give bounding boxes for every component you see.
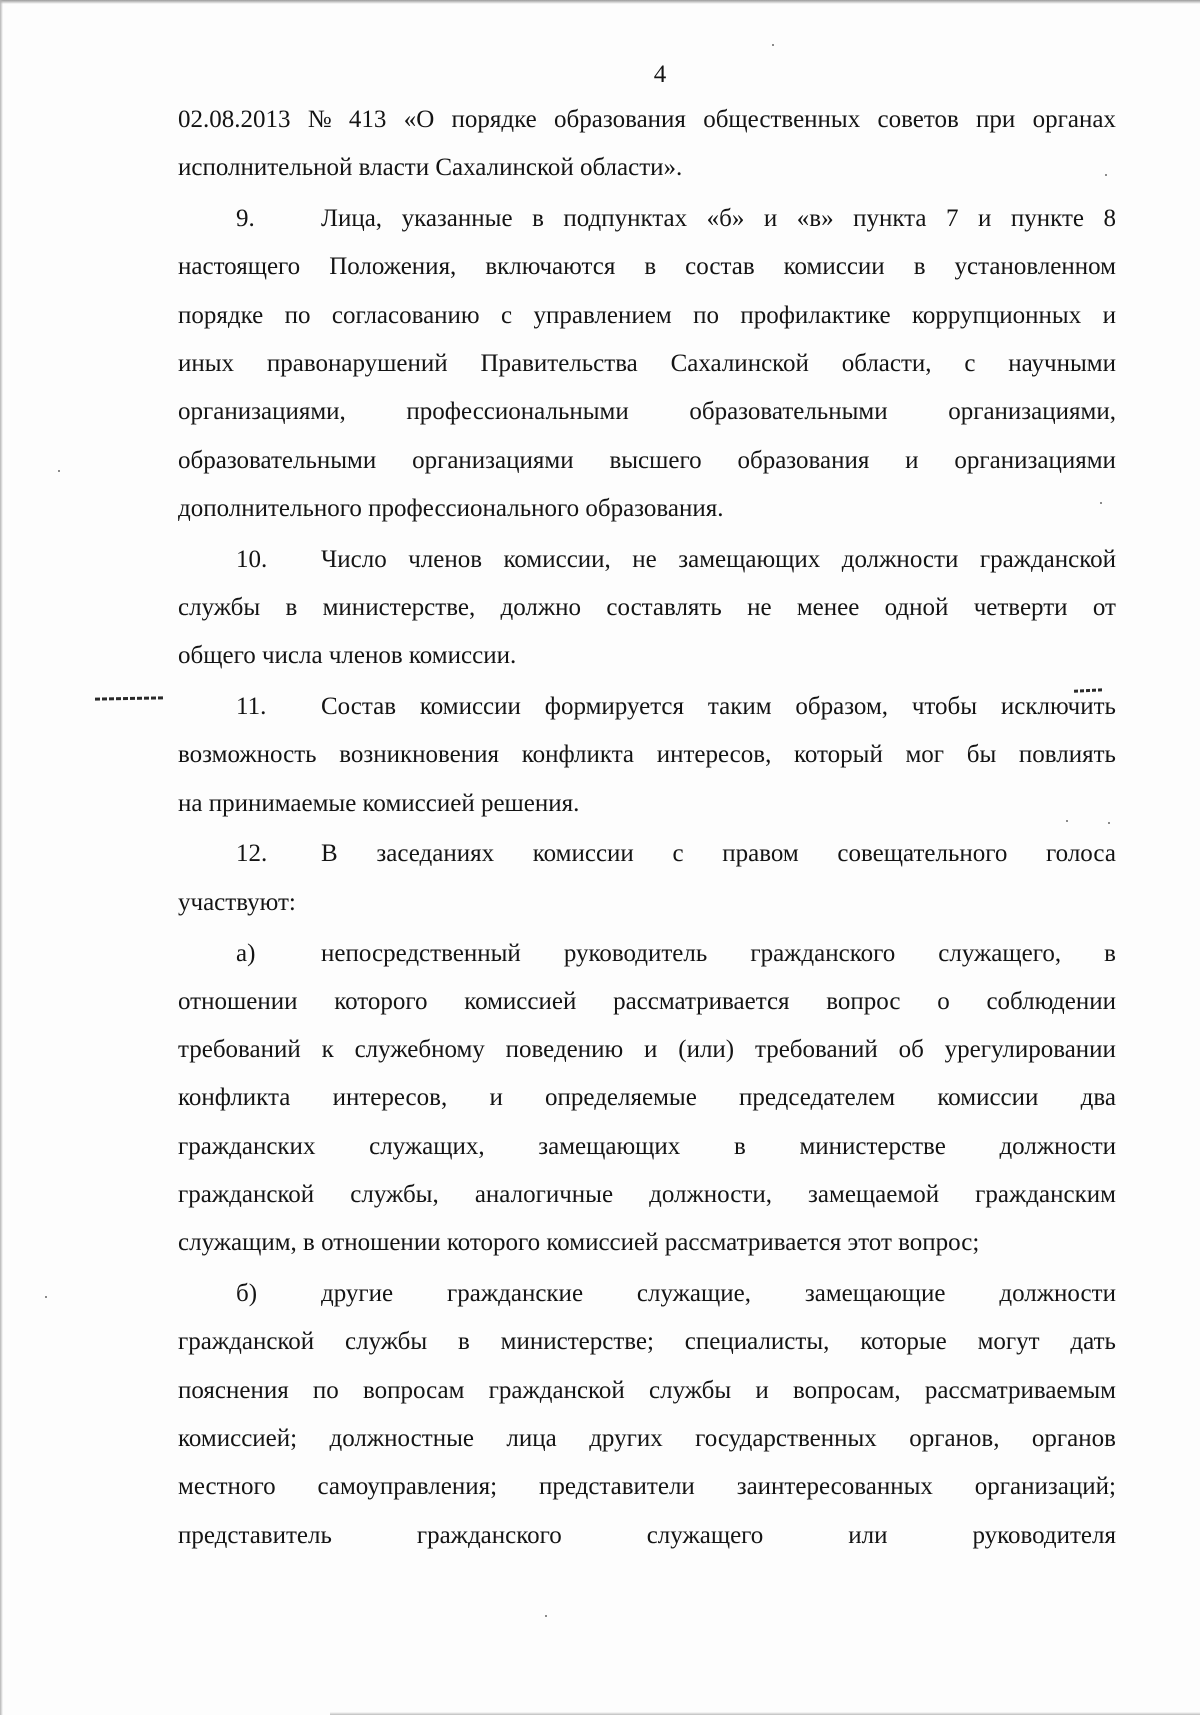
word: с: [672, 840, 684, 868]
word: министерстве: [799, 1132, 946, 1160]
word: по: [284, 301, 311, 329]
word: профилактике: [740, 301, 891, 329]
word: представитель: [178, 1521, 332, 1549]
word: профессиональными: [406, 398, 629, 426]
word: министерстве,: [322, 593, 476, 621]
word: советов: [877, 106, 959, 133]
word: в: [532, 205, 544, 233]
word: службы,: [350, 1181, 439, 1209]
word: коррупционных: [911, 301, 1082, 329]
word: вопросам,: [792, 1376, 901, 1404]
text-line: [178, 1123, 1116, 1171]
word: специалисты,: [684, 1328, 830, 1356]
word: о: [937, 987, 950, 1015]
word: высшего: [609, 446, 702, 474]
word: возможность: [178, 741, 317, 769]
word: по: [693, 301, 719, 329]
paragraph-first-line: [178, 536, 1116, 584]
word: не: [747, 593, 772, 621]
word: гражданской: [178, 1328, 315, 1356]
word: порядке: [178, 301, 264, 329]
text-line: [178, 144, 1116, 192]
word: «О: [403, 106, 435, 133]
paragraph-number: 10.: [236, 545, 268, 573]
paragraph-lead: [236, 930, 521, 978]
paragraph-lead: [236, 830, 338, 878]
word: Состав: [321, 693, 397, 721]
scan-left-edge: [0, 0, 3, 1715]
word: бы: [966, 741, 997, 769]
word: аналогичные: [474, 1181, 614, 1209]
paragraph-lead: [236, 195, 382, 243]
word: научными: [1008, 349, 1116, 377]
word: гражданских: [178, 1132, 316, 1160]
word: в: [458, 1328, 470, 1356]
word: могут: [977, 1328, 1040, 1356]
word: урегулировании: [944, 1036, 1116, 1064]
word: заседаниях: [376, 840, 495, 868]
word: об: [898, 1036, 924, 1064]
text-line: [178, 1318, 1116, 1366]
word: заинтересованных: [736, 1473, 933, 1501]
word: к: [321, 1036, 334, 1064]
word: указанные: [401, 205, 513, 233]
word: замещающих: [538, 1132, 681, 1160]
word: возникновения: [339, 741, 500, 769]
word: составлять: [606, 593, 722, 621]
scan-speck: [1066, 820, 1068, 822]
word: конфликта: [521, 741, 635, 769]
word: комиссии,: [503, 545, 611, 573]
word: службы: [345, 1328, 428, 1356]
text-line: [178, 1367, 1116, 1415]
word: менее: [796, 593, 860, 621]
word: и: [978, 205, 992, 233]
word: Положения,: [329, 253, 457, 281]
word: поведению: [505, 1036, 624, 1064]
document-body: [178, 96, 1116, 1560]
word: состав: [685, 253, 755, 281]
word: четверти: [973, 593, 1068, 621]
word: от: [1092, 593, 1116, 621]
word: соблюдении: [986, 987, 1116, 1015]
word: настоящего: [178, 253, 301, 281]
word: чтобы: [911, 693, 978, 721]
word: организациями: [412, 446, 574, 474]
word: два: [1080, 1084, 1116, 1112]
word: служащего: [646, 1521, 764, 1549]
word: организациями: [954, 446, 1116, 474]
word: непосредственный: [321, 939, 521, 967]
word: должности: [999, 1132, 1116, 1160]
word: организациями,: [178, 398, 346, 426]
text-line: [178, 485, 1116, 533]
word: органов: [1031, 1425, 1116, 1453]
word: Правительства: [480, 349, 638, 377]
word: в: [733, 1132, 746, 1160]
word: 7: [946, 205, 959, 233]
word: отношении: [178, 987, 298, 1015]
word: №: [307, 106, 332, 133]
paragraph-first-line: [178, 195, 1116, 243]
word: повлиять: [1018, 741, 1116, 769]
text-line: [178, 1463, 1116, 1511]
word: образовательными: [689, 398, 888, 426]
word: включаются: [485, 253, 616, 281]
word: должностные: [329, 1425, 474, 1453]
word: вопросам: [363, 1376, 465, 1404]
word: руководителя: [972, 1521, 1116, 1549]
text-line: [178, 96, 1116, 144]
line-text: исполнительной власти Сахалинской области».: [178, 154, 683, 182]
text-line: [178, 879, 1116, 927]
word: при: [976, 106, 1016, 133]
word: должно: [500, 593, 582, 621]
text-line: [178, 1171, 1116, 1219]
word: представители: [538, 1473, 695, 1501]
word: в: [913, 253, 926, 281]
word: гражданского: [416, 1521, 562, 1549]
paragraph-number: 11.: [236, 693, 267, 721]
paragraph-number: 9.: [236, 205, 255, 233]
word: дать: [1070, 1328, 1116, 1356]
word: рассматривается: [613, 987, 790, 1015]
line-text: на принимаемые комиссией решения.: [178, 789, 580, 817]
word: лица: [506, 1425, 557, 1453]
text-line: [178, 1512, 1116, 1560]
word: или: [848, 1521, 888, 1549]
word: комиссией;: [178, 1425, 298, 1453]
scan-speck: [545, 1615, 547, 1617]
word: службы: [178, 593, 261, 621]
word: порядке: [451, 106, 537, 133]
word: вопрос: [826, 987, 901, 1015]
word: (или): [678, 1036, 735, 1064]
word: установленном: [954, 253, 1116, 281]
word: руководитель: [563, 939, 708, 967]
page-number: 4: [653, 61, 667, 88]
text-line: [178, 731, 1116, 779]
word: замещаемой: [808, 1181, 940, 1209]
word: другие: [321, 1280, 394, 1308]
word: органах: [1032, 106, 1116, 133]
word: таким: [707, 693, 772, 721]
text-line: [178, 1074, 1116, 1122]
text-line: [178, 584, 1116, 632]
line-text: дополнительного профессионального образования.: [178, 494, 724, 522]
word: должности: [841, 545, 959, 573]
word: комиссии: [783, 253, 885, 281]
word: Число: [321, 545, 387, 573]
paragraph-first-line: [178, 930, 1116, 978]
word: должности,: [649, 1181, 772, 1209]
word: гражданского: [750, 939, 896, 967]
word: требований: [754, 1036, 878, 1064]
word: интересов,: [656, 741, 772, 769]
scan-top-edge: [0, 0, 1200, 4]
word: который: [794, 741, 883, 769]
text-line: [178, 978, 1116, 1026]
paragraph-first-line: [178, 683, 1116, 731]
word: правом: [722, 840, 799, 868]
word: служащих,: [369, 1132, 485, 1160]
word: в: [644, 253, 657, 281]
word: 8: [1103, 205, 1116, 233]
word: пункте: [1010, 205, 1084, 233]
text-line: [178, 243, 1116, 291]
text-line: [178, 780, 1116, 828]
word: «в»: [796, 205, 834, 233]
word: гражданским: [975, 1181, 1116, 1209]
text-line: [178, 1026, 1116, 1074]
scan-speck: [1105, 174, 1107, 176]
word: подпунктах: [563, 205, 688, 233]
word: гражданские: [447, 1280, 584, 1308]
paragraph-number: 12.: [236, 840, 268, 868]
text-line: [178, 292, 1116, 340]
word: согласованию: [331, 301, 480, 329]
word: самоуправления;: [317, 1473, 498, 1501]
word: замещающих: [678, 545, 821, 573]
line-text: общего числа членов комиссии.: [178, 642, 517, 670]
paragraph-first-line: [178, 830, 1116, 878]
word: формируется: [544, 693, 685, 721]
text-line: [178, 632, 1116, 680]
word: иных: [178, 349, 235, 377]
line-text: служащим, в отношении которого комиссией рассматривается этот вопрос;: [178, 1229, 980, 1257]
paragraph-first-line: [178, 1270, 1116, 1318]
word: рассматриваемым: [924, 1376, 1116, 1404]
word: голоса: [1046, 840, 1116, 868]
margin-scribble: [95, 696, 163, 700]
word: правонарушений: [266, 349, 448, 377]
word: и: [644, 1036, 658, 1064]
text-line: [178, 388, 1116, 436]
word: и: [755, 1376, 769, 1404]
scan-speck: [1108, 822, 1110, 824]
word: служащие,: [636, 1280, 752, 1308]
word: организаций;: [974, 1473, 1116, 1501]
word: и: [905, 446, 919, 474]
word: местного: [178, 1473, 276, 1501]
word: пункта: [853, 205, 927, 233]
word: образования: [737, 446, 870, 474]
word: государственных: [695, 1425, 877, 1453]
word: с: [964, 349, 976, 377]
word: не: [632, 545, 657, 573]
scan-speck: [45, 1296, 47, 1298]
word: определяемые: [545, 1084, 697, 1112]
word: Лица,: [321, 205, 383, 233]
paragraph-lead: [236, 1270, 393, 1318]
word: служащего,: [938, 939, 1062, 967]
word: которые: [860, 1328, 947, 1356]
word: членов: [408, 545, 483, 573]
word: Сахалинской: [670, 349, 809, 377]
scan-speck: [1100, 502, 1102, 504]
word: в: [285, 593, 298, 621]
word: образовательными: [178, 446, 377, 474]
text-line: [178, 1415, 1116, 1463]
word: и: [1102, 301, 1116, 329]
word: мог: [905, 741, 945, 769]
word: одной: [884, 593, 949, 621]
word: председателем: [739, 1084, 896, 1112]
word: образом,: [795, 693, 889, 721]
word: 02.08.2013: [178, 106, 291, 133]
word: и: [763, 205, 778, 233]
word: с: [501, 301, 513, 329]
word: гражданской: [178, 1181, 315, 1209]
paragraph-lead: [236, 536, 387, 584]
word: комиссии: [937, 1084, 1039, 1112]
word: комиссии: [532, 840, 634, 868]
word: В: [321, 840, 338, 868]
line-text: участвуют:: [178, 888, 296, 916]
text-line: [178, 437, 1116, 485]
word: области,: [841, 349, 932, 377]
paragraph-lead: [236, 683, 396, 731]
word: других: [589, 1425, 663, 1453]
word: комиссии: [419, 693, 521, 721]
word: службы: [649, 1376, 732, 1404]
word: должности: [999, 1280, 1116, 1308]
word: требований: [178, 1036, 301, 1064]
word: общественных: [703, 106, 861, 133]
word: пояснения: [178, 1376, 289, 1404]
word: исключить: [1000, 693, 1116, 721]
word: и: [489, 1084, 503, 1112]
word: служебному: [354, 1036, 485, 1064]
word: министерстве;: [500, 1328, 654, 1356]
word: интересов,: [332, 1084, 448, 1112]
word: которого: [334, 987, 428, 1015]
word: совещательного: [837, 840, 1008, 868]
word: организациями,: [948, 398, 1116, 426]
word: «б»: [706, 205, 745, 233]
word: в: [1104, 939, 1116, 967]
scan-speck: [772, 44, 774, 46]
paragraph-number: б): [236, 1280, 258, 1308]
text-line: [178, 1219, 1116, 1267]
word: конфликта: [178, 1084, 291, 1112]
word: образования: [554, 106, 686, 133]
word: замещающие: [804, 1280, 946, 1308]
word: управлением: [533, 301, 672, 329]
word: комиссией: [464, 987, 577, 1015]
word: органов,: [909, 1425, 1000, 1453]
word: гражданской: [979, 545, 1116, 573]
word: гражданской: [488, 1376, 625, 1404]
scan-speck: [58, 470, 60, 472]
word: 413: [348, 106, 387, 133]
paragraph-number: а): [236, 939, 256, 967]
text-line: [178, 340, 1116, 388]
word: по: [312, 1376, 339, 1404]
